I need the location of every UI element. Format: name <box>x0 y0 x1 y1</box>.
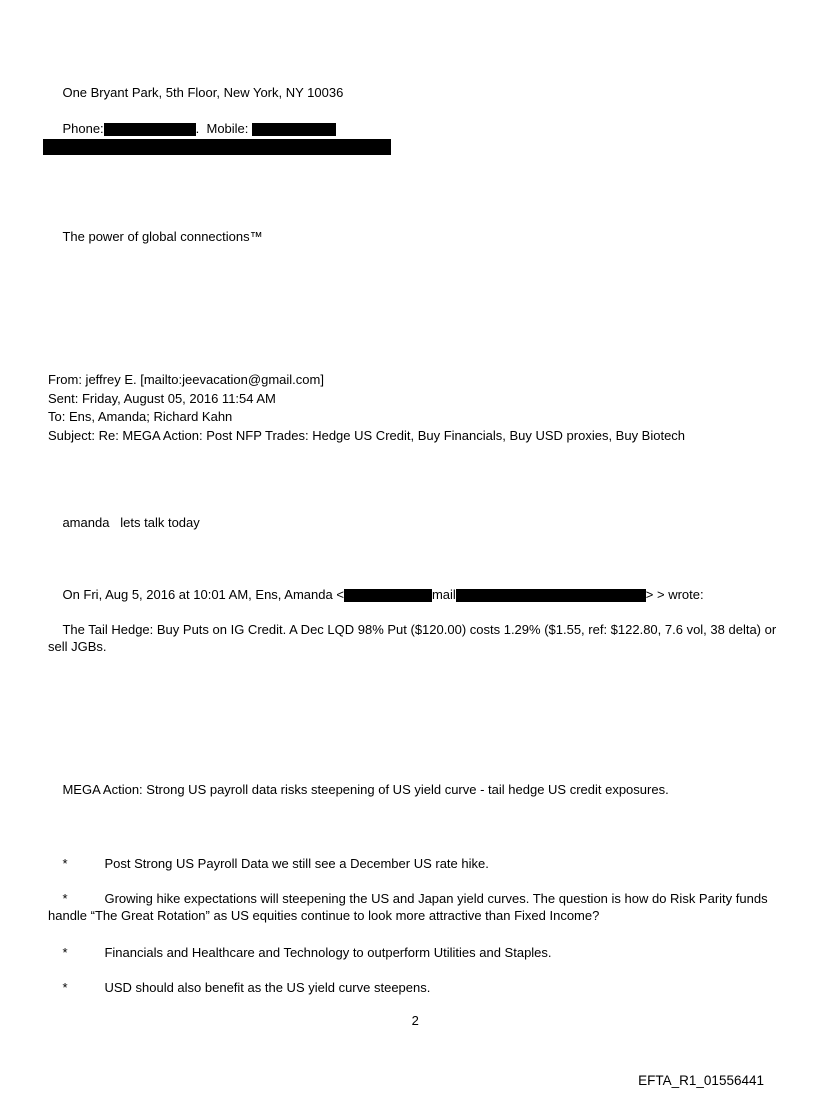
quote-attribution-mid: mail <box>431 587 456 602</box>
bullet-marker: * <box>62 945 68 960</box>
bullet-text: USD should also benefit as the US yield curve steepens. <box>104 980 431 995</box>
bullet-marker: * <box>62 891 68 906</box>
bullet-text: Financials and Healthcare and Technology to outperform Utilities and Staples. <box>104 945 552 960</box>
email-header-block <box>48 371 778 445</box>
redaction-bar-email-address <box>43 139 391 155</box>
greeting-text: amanda lets talk today <box>62 515 200 530</box>
redaction-bar-phone <box>104 123 196 136</box>
tail-hedge-paragraph <box>48 604 778 672</box>
mega-action-paragraph <box>48 764 778 815</box>
mobile-label: . Mobile: <box>195 121 253 136</box>
redaction-bar-quote-1 <box>344 589 432 602</box>
bullet-marker: * <box>62 856 68 871</box>
tail-hedge-text: The Tail Hedge: Buy Puts on IG Credit. A Dec LQD 98% Put ($120.00) costs 1.29% ($1.55, ref: $122.80, 7.6 vol, 38 delta) or sell JGBs. <box>48 622 780 654</box>
bullet-text: Growing hike expectations will steepening the US and Japan yield curves. The question is how do Risk Parity funds handle “The Great Rotation” as US equities continue to look more attractive than Fixed Income? <box>48 891 772 923</box>
bullet-marker: * <box>62 980 68 995</box>
phone-label: Phone: <box>62 121 104 136</box>
header-subject: Subject: Re: MEGA Action: Post NFP Trades: Hedge US Credit, Buy Financials, Buy USD proxies, Buy Biotech <box>48 427 686 443</box>
tagline-text: The power of global connections™ <box>62 229 263 244</box>
bullet-text: Post Strong US Payroll Data we still see a December US rate hike. <box>104 856 489 871</box>
quote-attribution-pre: On Fri, Aug 5, 2016 at 10:01 AM, Ens, Amanda < <box>62 587 344 602</box>
header-to: To: Ens, Amanda; Richard Kahn <box>48 409 233 424</box>
mega-action-text: MEGA Action: Strong US payroll data risks steepening of US yield curve - tail hedge US credit exposures. <box>62 782 669 797</box>
page-number <box>0 995 816 1046</box>
tagline-line <box>48 211 263 262</box>
bates-number-text: EFTA_R1_01556441 <box>638 1073 764 1088</box>
page-number-text: 2 <box>411 1013 419 1028</box>
address-text: One Bryant Park, 5th Floor, New York, NY 10036 <box>62 85 344 100</box>
greeting-line <box>48 497 200 548</box>
header-sent: Sent: Friday, August 05, 2016 11:54 AM <box>48 390 276 406</box>
redaction-bar-quote-2 <box>456 589 646 602</box>
redaction-bar-mobile <box>252 123 336 136</box>
quote-attribution-post: > > wrote: <box>645 587 704 602</box>
header-from: From: jeffrey E. [mailto:jeevacation@gmail.com] <box>48 372 324 387</box>
bates-number <box>623 1055 764 1106</box>
